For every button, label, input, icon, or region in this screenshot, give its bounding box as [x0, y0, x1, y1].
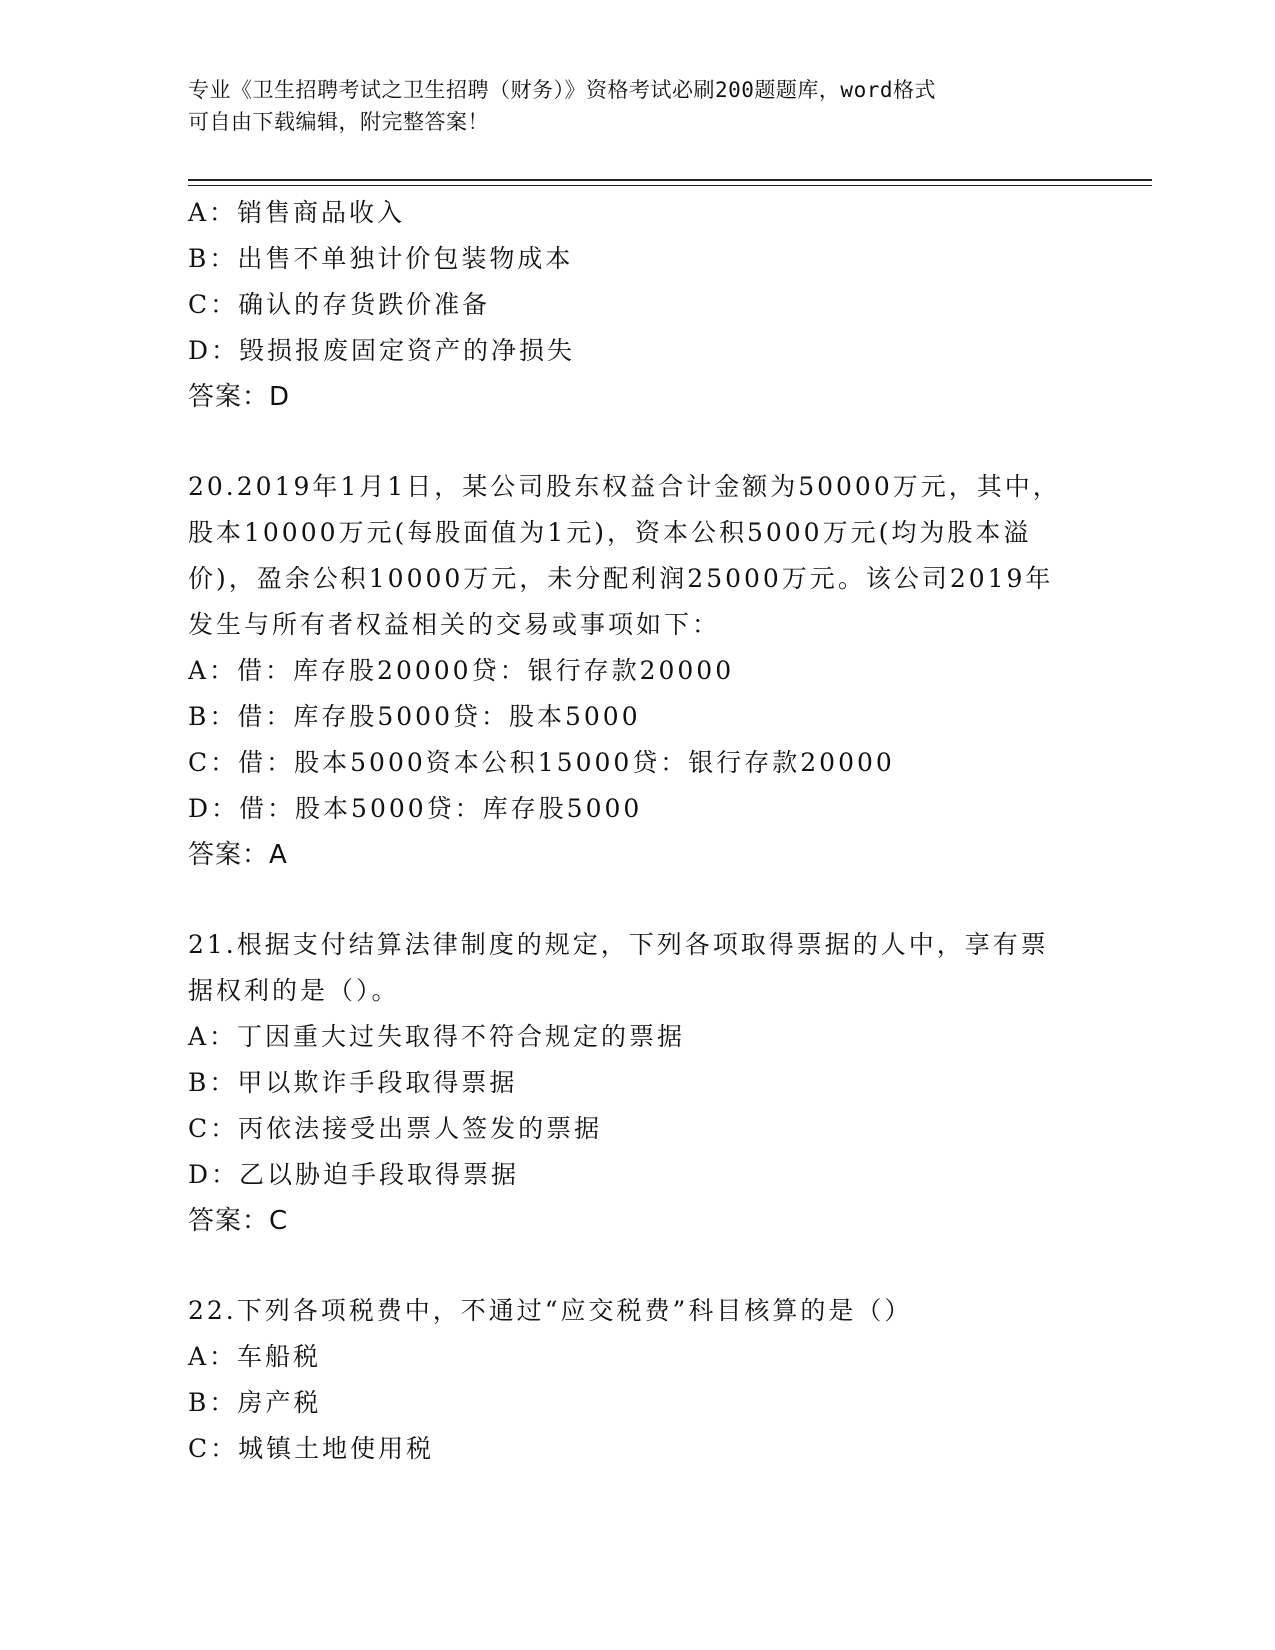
- option-c: C：确认的存货跌价准备: [188, 290, 491, 319]
- option-d: D：借：股本5000贷：库存股5000: [188, 794, 643, 823]
- option-d: D：毁损报废固定资产的净损失: [188, 336, 576, 365]
- option-a: A：借：库存股20000贷：银行存款20000: [188, 656, 735, 685]
- option-c: C：城镇土地使用税: [188, 1434, 435, 1463]
- question-22: [188, 1288, 1088, 1472]
- answer: 答案：C: [188, 1206, 289, 1236]
- question-stem-line: 21.根据支付结算法律制度的规定，下列各项取得票据的人中，享有票: [188, 930, 1049, 959]
- document-body: [188, 190, 1088, 1472]
- question-20: [188, 464, 1088, 878]
- answer: 答案：D: [188, 382, 291, 412]
- question-stem-line: 价)，盈余公积10000万元，未分配利润25000万元。该公司2019年: [188, 564, 1054, 593]
- header-line-2: 可自由下载编辑，附完整答案！: [188, 110, 489, 134]
- option-c: C：借：股本5000资本公积15000贷：银行存款20000: [188, 748, 895, 777]
- option-a: A：销售商品收入: [188, 198, 406, 227]
- option-d: D：乙以胁迫手段取得票据: [188, 1160, 520, 1189]
- question-stem-line: 发生与所有者权益相关的交易或事项如下：: [188, 610, 721, 639]
- option-a: A：丁因重大过失取得不符合规定的票据: [188, 1022, 686, 1051]
- question-stem-line: 22.下列各项税费中，不通过“应交税费”科目核算的是（）: [188, 1296, 913, 1325]
- spacer: [188, 878, 1088, 922]
- question-stem-line: 股本10000万元(每股面值为1元)，资本公积5000万元(均为股本溢: [188, 518, 1032, 547]
- option-a: A：车船税: [188, 1342, 322, 1371]
- question-21: [188, 922, 1088, 1244]
- spacer: [188, 420, 1088, 464]
- question-stem-line: 20.2019年1月1日，某公司股东权益合计金额为50000万元，其中，: [188, 472, 1061, 501]
- answer: 答案：A: [188, 840, 288, 870]
- document-header: [188, 74, 1068, 138]
- question-stem-line: 据权利的是（）。: [188, 976, 400, 1005]
- option-b: B：房产税: [188, 1388, 322, 1417]
- option-b: B：出售不单独计价包装物成本: [188, 244, 574, 273]
- spacer: [188, 1244, 1088, 1288]
- header-line-1: 专业《卫生招聘考试之卫生招聘（财务）》资格考试必刷200题题库，word格式: [188, 78, 936, 102]
- option-c: C：丙依法接受出票人签发的票据: [188, 1114, 603, 1143]
- question-19-continued: [188, 190, 1088, 420]
- header-divider: [188, 179, 1152, 186]
- option-b: B：甲以欺诈手段取得票据: [188, 1068, 518, 1097]
- option-b: B：借：库存股5000贷：股本5000: [188, 702, 641, 731]
